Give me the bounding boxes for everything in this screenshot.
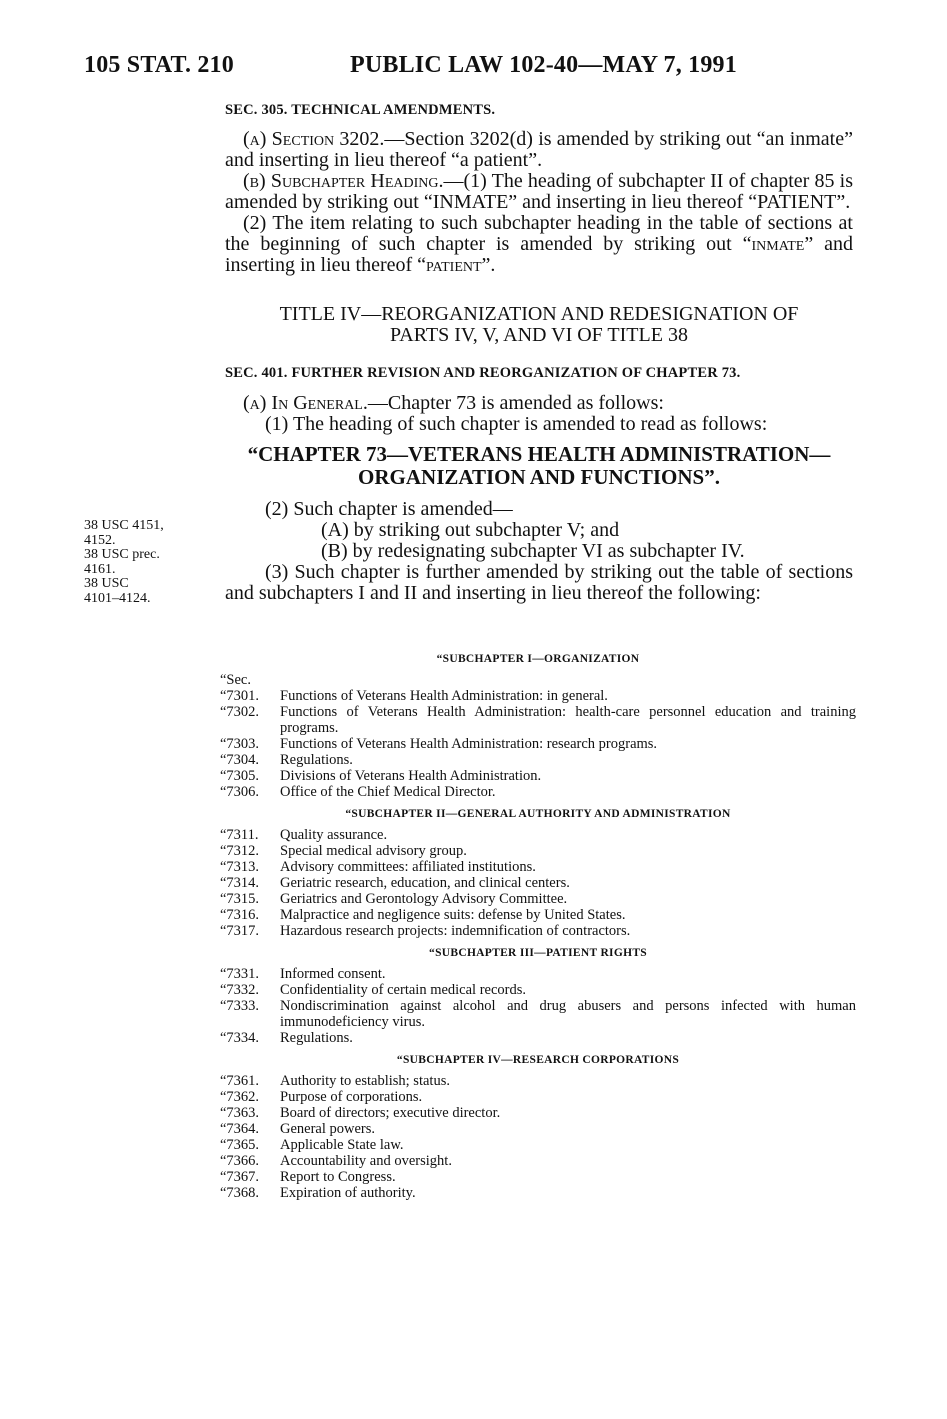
margin-note: 38 USC 4151, (84, 518, 164, 533)
toc-entry-title: Regulations. (280, 1030, 353, 1046)
chapter-73-heading (225, 443, 853, 489)
toc-entry-number: “7367. (220, 1169, 260, 1185)
toc-entry-title: Board of directors; executive director. (280, 1105, 501, 1121)
law-title: PUBLIC LAW 102-40—MAY 7, 1991 (350, 52, 737, 78)
toc-entry (220, 1089, 856, 1105)
toc-entry-title: Nondiscrimination against alcohol and drug abusers and persons infected with human immunodeficiency virus. (280, 998, 856, 1030)
toc-entry-title: Geriatrics and Gerontology Advisory Committee. (280, 891, 568, 907)
sec-305-a-text: —Section 3202(d) is amended by striking out “an inmate” and inserting in lieu thereof “a patient”. (225, 128, 853, 171)
toc-entry-number: “7303. (220, 736, 260, 752)
sec-401-amendments (225, 499, 853, 604)
toc-entry-number: “7366. (220, 1153, 260, 1169)
toc-entry (220, 688, 856, 704)
toc-entry-number: “7317. (220, 923, 260, 939)
title-iv-line-1: TITLE IV—REORGANIZATION AND REDESIGNATION OF (279, 303, 799, 325)
toc-entry-number: “7315. (220, 891, 260, 907)
sec-401-paragraph-a (225, 393, 853, 414)
toc-entry (220, 1137, 856, 1153)
toc-entry-number: “7316. (220, 907, 260, 923)
toc-entry-title: Advisory committees: affiliated institutions. (280, 859, 536, 875)
sec-305-p2-post: ”. (481, 254, 496, 276)
page-header (84, 52, 884, 88)
toc-entry (220, 784, 856, 800)
toc-entry (220, 1121, 856, 1137)
toc-entry (220, 736, 856, 752)
section-305 (225, 100, 853, 276)
sec-401-paragraph-3: (3) Such chapter is further amended by striking out the table of sections and subchapters I and II and inserting in lieu thereof the following: (225, 561, 853, 604)
toc-entry (220, 875, 856, 891)
table-of-sections (220, 645, 856, 1201)
toc-entry (220, 704, 856, 736)
sec-401-paragraph-B: (B) by redesignating subchapter VI as subchapter IV. (321, 540, 745, 562)
toc-entry (220, 752, 856, 768)
sec-305-paragraph-b (225, 171, 853, 213)
toc-entry-number: “7332. (220, 982, 260, 998)
toc-entry (220, 1073, 856, 1089)
sec-305-heading: SEC. 305. TECHNICAL AMENDMENTS. (225, 102, 496, 118)
sec-401-heading: SEC. 401. FURTHER REVISION AND REORGANIZATION OF CHAPTER 73. (225, 365, 741, 381)
toc-entry-number: “7364. (220, 1121, 260, 1137)
toc-entry-number: “7331. (220, 966, 260, 982)
toc-entry-title: Functions of Veterans Health Administration: health-care personnel education and training programs. (280, 704, 856, 736)
toc-entry (220, 907, 856, 923)
sec-305-paragraph-2 (225, 213, 853, 276)
margin-note: 4101–4124. (84, 590, 151, 606)
toc-entry (220, 966, 856, 982)
toc-entry-title: Regulations. (280, 752, 353, 768)
toc-entry-number: “7302. (220, 704, 260, 720)
subchapter-heading: “SUBCHAPTER III—PATIENT RIGHTS (429, 947, 647, 959)
subchapter-2-list (220, 827, 856, 939)
title-iv-line-2: PARTS IV, V, AND VI OF TITLE 38 (390, 324, 688, 346)
toc-entry (220, 827, 856, 843)
sec-401-a-label: (a) In General. (243, 392, 368, 414)
sec-305-b-label: (b) Subchapter Heading. (243, 170, 444, 192)
toc-entry (220, 923, 856, 939)
toc-entry-number: “7363. (220, 1105, 260, 1121)
sec-305-paragraph-a (225, 129, 853, 171)
toc-entry-title: Divisions of Veterans Health Administration. (280, 768, 542, 784)
toc-entry-title: Special medical advisory group. (280, 843, 467, 859)
toc-entry-number: “7305. (220, 768, 260, 784)
toc-entry-number: “7361. (220, 1073, 260, 1089)
toc-entry (220, 1153, 856, 1169)
toc-entry-title: Functions of Veterans Health Administration: research programs. (280, 736, 658, 752)
chapter-73-line-2: ORGANIZATION AND FUNCTIONS”. (358, 465, 720, 489)
toc-entry (220, 843, 856, 859)
toc-entry-title: Malpractice and negligence suits: defense by United States. (280, 907, 626, 923)
sec-305-b-text: —(1) The heading of subchapter II of chapter 85 is amended by striking out “INMATE” and inserting in lieu thereof “PATIENT”. (225, 170, 853, 213)
sec-305-p2-pre: (2) The item relating to such subchapter heading in the table of sections at the beginning of such chapter is amended by striking out “ (225, 212, 853, 255)
margin-note: 38 USC (84, 576, 129, 591)
toc-entry-number: “7333. (220, 998, 260, 1014)
toc-entry-title: General powers. (280, 1121, 376, 1137)
toc-entry-title: Report to Congress. (280, 1169, 396, 1185)
toc-entry-number: “7304. (220, 752, 260, 768)
toc-entry-title: Hazardous research projects: indemnification of contractors. (280, 923, 631, 939)
toc-entry-number: “7334. (220, 1030, 260, 1046)
sec-305-p2-word2: patient (426, 254, 482, 276)
sec-305-p2-word1: inmate (751, 233, 805, 255)
toc-entry-title: Expiration of authority. (280, 1185, 416, 1201)
toc-entry (220, 1185, 856, 1201)
toc-entry-title: Confidentiality of certain medical records. (280, 982, 527, 998)
toc-entry (220, 891, 856, 907)
section-401 (225, 363, 853, 435)
toc-entry (220, 768, 856, 784)
subchapter-heading: “SUBCHAPTER IV—RESEARCH CORPORATIONS (396, 1054, 680, 1066)
toc-entry-title: Functions of Veterans Health Administration: in general. (280, 688, 608, 704)
toc-entry (220, 1105, 856, 1121)
toc-entry-number: “7306. (220, 784, 260, 800)
sec-401-a-text: —Chapter 73 is amended as follows: (367, 392, 664, 414)
toc-entry-title: Authority to establish; status. (280, 1073, 450, 1089)
page-reference: 105 STAT. 210 (84, 52, 234, 78)
subchapter-4-list (220, 1073, 856, 1201)
margin-note: 38 USC prec. (84, 547, 160, 562)
toc-entry (220, 982, 856, 998)
margin-note: 4152. (84, 532, 116, 548)
chapter-73-line-1: “CHAPTER 73—VETERANS HEALTH ADMINISTRATION— (247, 442, 831, 466)
sec-305-a-label: (a) Section 3202. (243, 128, 385, 150)
toc-entry-number: “7301. (220, 688, 260, 704)
subchapter-3-list (220, 966, 856, 1046)
toc-entry-number: “7311. (220, 827, 259, 843)
margin-notes (84, 519, 214, 606)
sec-305-p2-mid: ” and inserting in lieu thereof “ (225, 233, 853, 276)
subchapter-heading: “SUBCHAPTER I—ORGANIZATION (436, 653, 640, 665)
toc-entry-title: Office of the Chief Medical Director. (280, 784, 496, 800)
margin-note: 4161. (84, 561, 116, 577)
sec-401-paragraph-2: (2) Such chapter is amended— (265, 498, 513, 520)
toc-entry (220, 998, 856, 1030)
toc-entry (220, 1169, 856, 1185)
toc-entry-title: Geriatric research, education, and clinical centers. (280, 875, 570, 891)
toc-entry (220, 1030, 856, 1046)
toc-entry-number: “7314. (220, 875, 260, 891)
toc-entry (220, 859, 856, 875)
toc-entry-number: “7362. (220, 1089, 260, 1105)
subchapter-heading: “SUBCHAPTER II—GENERAL AUTHORITY AND ADMINISTRATION (345, 808, 731, 820)
title-iv-heading (225, 304, 853, 346)
toc-entry-number: “7365. (220, 1137, 260, 1153)
toc-entry-number: “7312. (220, 843, 260, 859)
sec-label: “Sec. (220, 672, 251, 688)
sec-401-paragraph-1: (1) The heading of such chapter is amended to read as follows: (265, 413, 768, 435)
sec-401-paragraph-A: (A) by striking out subchapter V; and (321, 519, 620, 541)
toc-entry-title: Purpose of corporations. (280, 1089, 423, 1105)
subchapter-1-list (220, 688, 856, 800)
toc-entry-number: “7313. (220, 859, 260, 875)
toc-entry-title: Applicable State law. (280, 1137, 404, 1153)
toc-entry-title: Quality assurance. (280, 827, 388, 843)
toc-entry-title: Accountability and oversight. (280, 1153, 452, 1169)
toc-entry-title: Informed consent. (280, 966, 386, 982)
toc-entry-number: “7368. (220, 1185, 260, 1201)
